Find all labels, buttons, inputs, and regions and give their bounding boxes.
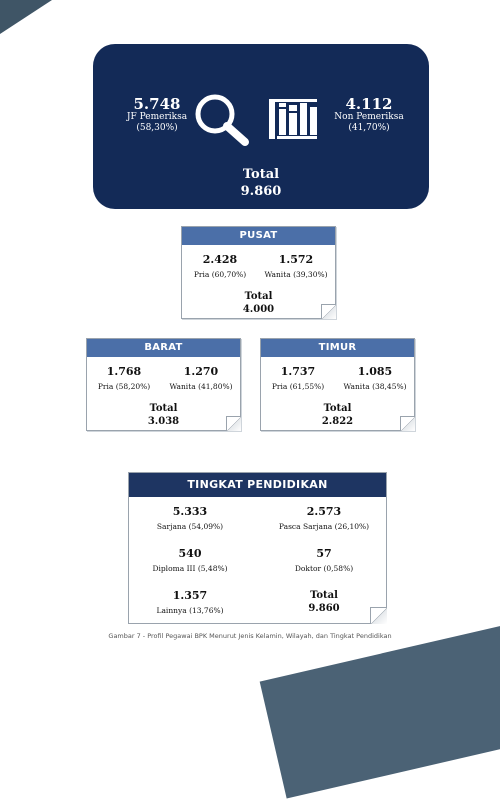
corner-decoration-bottom [260, 623, 500, 798]
barat-wanita-value: 1.270 [183, 365, 219, 378]
jf-percent: (58,30%) [136, 123, 178, 133]
lainnya-value: 1.357 [172, 589, 208, 602]
sarjana-value: 5.333 [172, 505, 208, 518]
pendidikan-card [128, 472, 387, 624]
non-value: 4.112 [345, 95, 393, 113]
jf-label: JF Pemeriksa [126, 112, 188, 122]
diploma-label: Diploma III (5,48%) [152, 564, 228, 573]
non-label: Non Pemeriksa [334, 112, 404, 122]
page-fold [226, 416, 241, 431]
pendidikan-total-label: Total [310, 590, 338, 601]
pusat-wanita-label: Wanita (39,30%) [264, 270, 328, 279]
pendidikan-title: TINGKAT PENDIDIKAN [129, 473, 386, 497]
corner-decoration-top [0, 0, 52, 34]
magnifier-icon [193, 92, 253, 146]
pendidikan-total-value: 9.860 [308, 603, 340, 614]
barat-card [86, 338, 241, 431]
pusat-total-label: Total [244, 291, 273, 302]
barat-pria-value: 1.768 [106, 365, 142, 378]
jf-value: 5.748 [133, 95, 181, 113]
non-pemeriksa-block [319, 96, 419, 134]
hero-total-label: Total [242, 167, 280, 182]
figure-caption: Gambar 7 - Profil Pegawai BPK Menurut Jenis Kelamin, Wilayah, dan Tingkat Pendidikan [108, 632, 392, 640]
timur-wanita-value: 1.085 [357, 365, 393, 378]
pusat-card [181, 226, 336, 319]
lainnya-label: Lainnya (13,76%) [156, 606, 224, 615]
non-percent: (41,70%) [348, 123, 390, 133]
timur-title: TIMUR [261, 339, 414, 357]
pusat-pria-label: Pria (60,70%) [193, 270, 247, 279]
hero-total-value: 9.860 [240, 184, 282, 199]
pusat-pria-value: 2.428 [202, 253, 238, 266]
page-fold [370, 607, 387, 624]
pasca-value: 2.573 [306, 505, 342, 518]
pusat-title: PUSAT [182, 227, 335, 245]
timur-total-value: 2.822 [321, 416, 354, 427]
diploma-value: 540 [178, 547, 202, 560]
pusat-total-value: 4.000 [242, 304, 275, 315]
barat-title: BARAT [87, 339, 240, 357]
timur-card [260, 338, 415, 431]
barat-pria-label: Pria (58,20%) [97, 382, 151, 391]
barat-wanita-label: Wanita (41,80%) [169, 382, 233, 391]
sarjana-label: Sarjana (54,09%) [156, 522, 224, 531]
barat-total-label: Total [149, 403, 178, 414]
doktor-label: Doktor (0,58%) [294, 564, 354, 573]
doktor-value: 57 [316, 547, 332, 560]
hero-total [211, 166, 311, 200]
jf-pemeriksa-block [107, 96, 207, 134]
barat-total-value: 3.038 [147, 416, 180, 427]
page-fold [321, 304, 336, 319]
pasca-label: Pasca Sarjana (26,10%) [278, 522, 370, 531]
bookshelf-icon [267, 97, 319, 141]
timur-wanita-label: Wanita (38,45%) [343, 382, 407, 391]
summary-panel [93, 44, 429, 209]
page-fold [400, 416, 415, 431]
pusat-wanita-value: 1.572 [278, 253, 314, 266]
timur-pria-label: Pria (61,55%) [271, 382, 325, 391]
timur-total-label: Total [323, 403, 352, 414]
timur-pria-value: 1.737 [280, 365, 316, 378]
